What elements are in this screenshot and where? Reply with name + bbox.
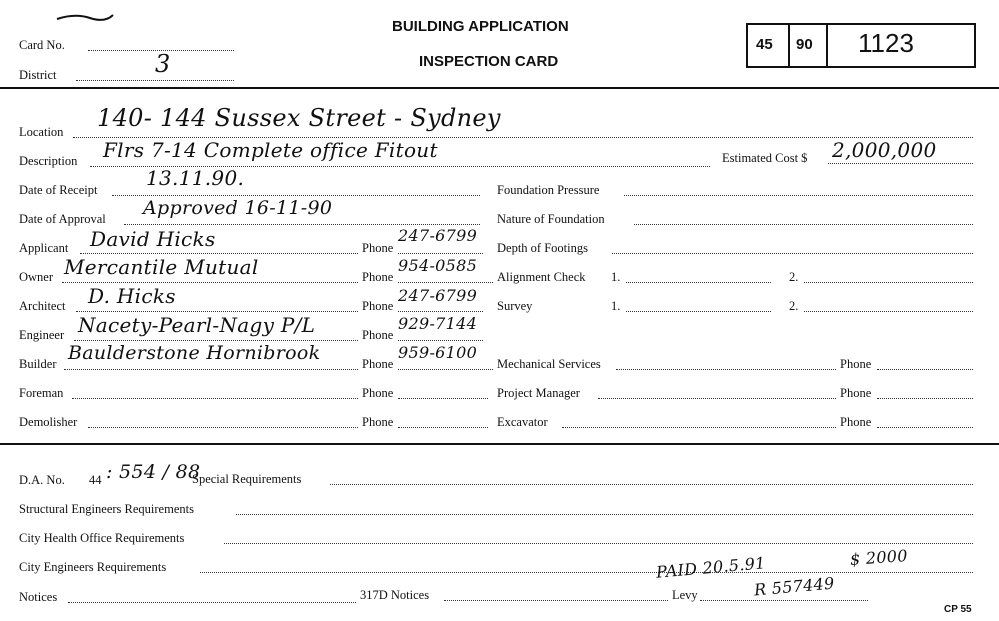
foreman-line [72,398,358,399]
owner-phone-value: 954-0585 [398,256,478,275]
estimated-cost-line [828,163,973,164]
date-receipt-line [112,195,480,196]
city-engineers-label: City Engineers Requirements [19,560,167,574]
applicant-label: Applicant [19,241,69,255]
notices-label: Notices [19,590,58,604]
engineer-phone-label: Phone [362,328,394,342]
survey-line-2 [804,311,973,312]
health-label: City Health Office Requirements [19,531,185,545]
depth-footings-label: Depth of Footings [497,241,588,255]
da-value: : 554 / 88 [106,461,201,483]
architect-phone-line [398,311,483,312]
builder-phone-value: 959-6100 [398,343,478,362]
structural-line [236,514,973,515]
middle-divider [0,443,999,445]
date-approval-line [124,224,480,225]
owner-phone-label: Phone [362,270,394,284]
mechanical-phone-label: Phone [840,357,872,371]
engineer-phone-line [398,340,483,341]
da-prefix: 44 [89,473,102,487]
owner-phone-line [398,282,493,283]
excavator-phone-label: Phone [840,415,872,429]
architect-phone-value: 247-6799 [398,286,478,305]
builder-phone-line [398,369,493,370]
engineer-phone-value: 929-7144 [398,314,478,333]
architect-label: Architect [19,299,66,313]
special-requirements-label: Special Requirements [192,472,302,486]
alignment-num-1: 1. [611,270,621,284]
structural-label: Structural Engineers Requirements [19,502,194,516]
scribble-mark [55,10,115,20]
notices-317d-label: 317D Notices [360,588,430,602]
date-approval-label: Date of Approval [19,212,106,226]
foreman-phone-line [398,398,488,399]
architect-phone-label: Phone [362,299,394,313]
mechanical-line [616,369,836,370]
title-line-1: BUILDING APPLICATION [392,18,569,35]
project-manager-line [598,398,836,399]
box-card-number: 1123 [858,28,914,58]
applicant-value: David Hicks [90,227,216,251]
alignment-num-2: 2. [789,270,799,284]
project-manager-phone-label: Phone [840,386,872,400]
survey-label: Survey [497,299,533,313]
applicant-phone-label: Phone [362,241,394,255]
builder-line [64,369,358,370]
architect-value: D. Hicks [88,284,176,308]
builder-label: Builder [19,357,57,371]
date-receipt-label: Date of Receipt [19,183,98,197]
foreman-label: Foreman [19,386,64,400]
mechanical-label: Mechanical Services [497,357,601,371]
date-receipt-value: 13.11.90. [146,166,245,190]
engineer-line [74,340,358,341]
engineer-label: Engineer [19,328,65,342]
district-value: 3 [155,50,171,78]
applicant-line [80,253,358,254]
project-manager-phone-line [877,398,973,399]
builder-phone-label: Phone [362,357,394,371]
location-value: 140- 144 Sussex Street - Sydney [97,104,501,132]
depth-footings-line [612,253,973,254]
demolisher-line [88,427,358,428]
foundation-pressure-label: Foundation Pressure [497,183,600,197]
amount-note: $ 2000 [849,546,909,569]
da-no-label: D.A. No. [19,473,65,487]
owner-label: Owner [19,270,54,284]
title-line-2: INSPECTION CARD [419,53,559,70]
box-divider-1 [788,23,790,66]
estimated-cost-label: Estimated Cost $ [722,151,808,165]
demolisher-phone-label: Phone [362,415,394,429]
special-requirements-line [330,484,973,485]
owner-line [62,282,358,283]
paid-note: PAID 20.5.91 [655,553,767,582]
health-line [224,543,973,544]
levy-label: Levy [672,588,698,602]
foreman-phone-label: Phone [362,386,394,400]
builder-value: Baulderstone Hornibrook [68,342,321,364]
excavator-label: Excavator [497,415,548,429]
demolisher-label: Demolisher [19,415,78,429]
engineer-value: Nacety-Pearl-Nagy P/L [78,313,316,337]
box-code-a: 45 [756,36,773,53]
demolisher-phone-line [398,427,488,428]
card-no-label: Card No. [19,38,65,52]
applicant-phone-line [398,253,483,254]
alignment-line-1 [626,282,771,283]
district-label: District [19,68,57,82]
architect-line [76,311,358,312]
owner-value: Mercantile Mutual [64,255,259,279]
survey-num-2: 2. [789,299,799,313]
description-value: Flrs 7-14 Complete office Fitout [103,138,438,162]
nature-foundation-label: Nature of Foundation [497,212,605,226]
box-divider-2 [826,23,828,66]
description-label: Description [19,154,78,168]
alignment-line-2 [804,282,973,283]
receipt-note: R 557449 [753,573,836,600]
excavator-line [562,427,836,428]
box-code-b: 90 [796,36,813,53]
date-approval-value: Approved 16-11-90 [143,197,333,219]
nature-foundation-line [634,224,973,225]
survey-num-1: 1. [611,299,621,313]
project-manager-label: Project Manager [497,386,580,400]
survey-line-1 [626,311,771,312]
applicant-phone-value: 247-6799 [398,226,478,245]
location-label: Location [19,125,64,139]
city-engineers-line [200,572,973,573]
notices-line [68,602,356,603]
district-line [76,80,234,81]
alignment-check-label: Alignment Check [497,270,586,284]
notices-317d-line [444,600,668,601]
foundation-pressure-line [624,195,973,196]
mechanical-phone-line [877,369,973,370]
levy-line [700,600,868,601]
top-divider [0,87,999,89]
estimated-cost-value: 2,000,000 [832,138,937,162]
excavator-phone-line [877,427,973,428]
form-code: CP 55 [944,604,972,615]
